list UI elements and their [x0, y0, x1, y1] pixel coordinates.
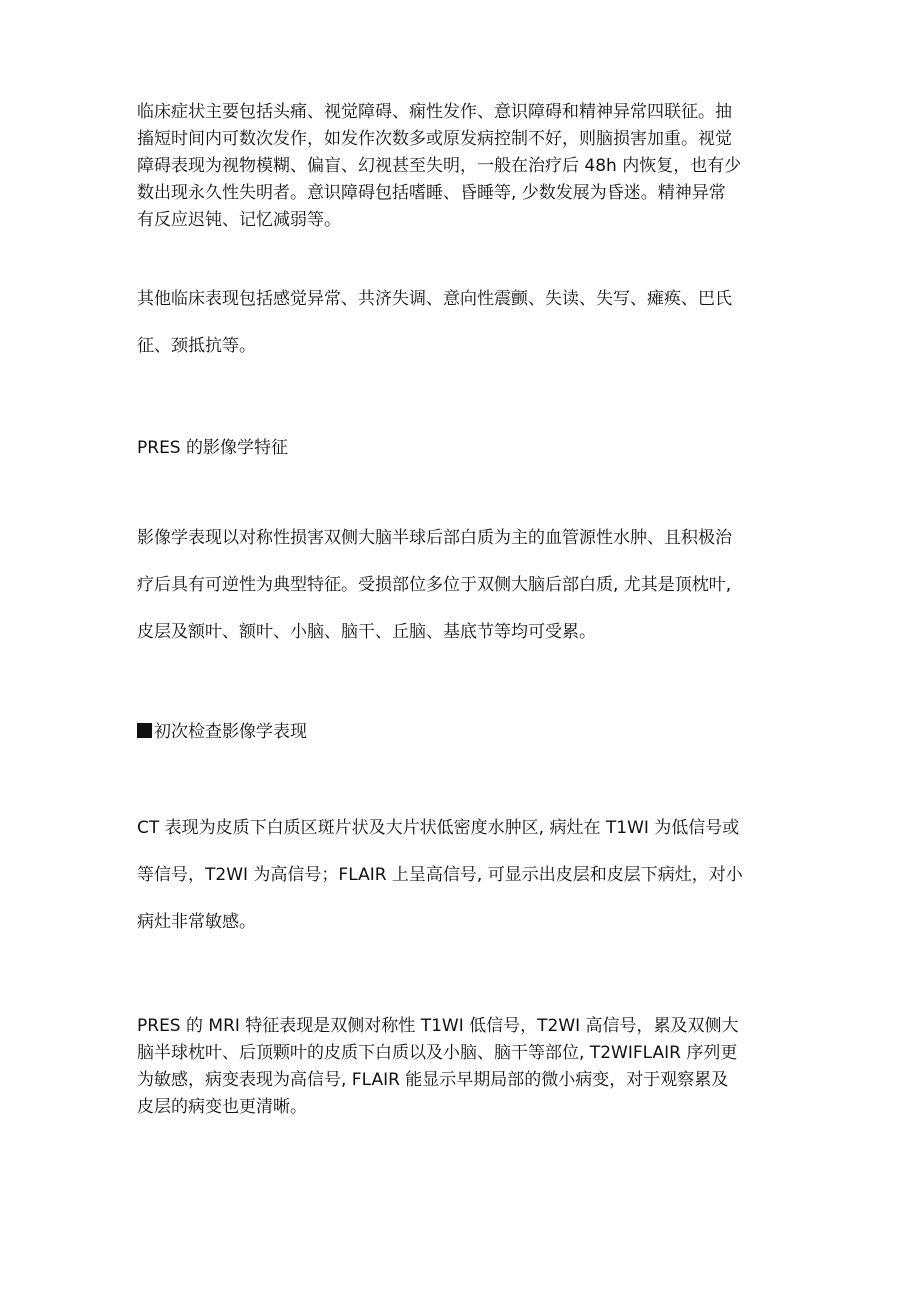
text-line: 病灶非常敏感。: [137, 912, 256, 932]
paragraph-other-manifestations: [137, 286, 787, 360]
text-line: 影像学表现以对称性损害双侧大脑半球后部白质为主的血管源性水肿、且积极治: [137, 528, 732, 548]
text-line: CT 表现为皮质下白质区斑片状及大片状低密度水肿区, 病灶在 T1WI 为低信号或: [137, 818, 740, 838]
text-line: 为敏感，病变表现为高信号, FLAIR 能显示早期局部的微小病变，对于观察累及: [137, 1070, 729, 1090]
text-line: 有反应迟钝、记忆减弱等。: [137, 210, 341, 230]
text-line: 疗后具有可逆性为典型特征。受损部位多位于双侧大脑后部白质, 尤其是顶枕叶,: [137, 575, 732, 595]
text-line: 临床症状主要包括头痛、视觉障碍、痫性发作、意识障碍和精神异常四联征。抽: [137, 102, 732, 122]
text-line: 数出现永久性失明者。意识障碍包括嗜睡、昏睡等, 少数发展为昏迷。精神异常: [137, 183, 726, 203]
paragraph-clinical-symptoms: [137, 99, 787, 234]
text-line: 其他临床表现包括感觉异常、共济失调、意向性震颤、失读、失写、瘫痪、巴氏: [137, 289, 732, 309]
text-line: 皮层及额叶、额叶、小脑、脑干、丘脑、基底节等均可受累。: [137, 622, 596, 642]
text-line: 搐短时间内可数次发作，如发作次数多或原发病控制不好，则脑损害加重。视觉: [137, 129, 732, 149]
text-line: 征、颈抵抗等。: [137, 336, 256, 356]
heading-text: 初次检查影像学表现: [154, 722, 307, 742]
text-line: 障碍表现为视物模糊、偏盲、幻视甚至失明，一般在治疗后 48h 内恢复，也有少: [137, 156, 742, 176]
paragraph-mri-findings: [137, 1013, 787, 1121]
text-line: PRES 的 MRI 特征表现是双侧对称性 T1WI 低信号，T2WI 高信号，累及双侧大: [137, 1016, 739, 1036]
section-heading-imaging-features: PRES 的影像学特征: [137, 438, 288, 458]
paragraph-imaging-description: [137, 525, 787, 646]
black-square-icon: [137, 723, 152, 738]
text-line: 皮层的病变也更清晰。: [137, 1097, 307, 1117]
paragraph-ct-findings: [137, 815, 787, 936]
text-line: 脑半球枕叶、后顶颗叶的皮质下白质以及小脑、脑干等部位, T2WIFLAIR 序列更: [137, 1043, 738, 1063]
text-line: 等信号，T2WI 为高信号；FLAIR 上呈高信号, 可显示出皮层和皮层下病灶，对小: [137, 865, 743, 885]
section-heading-initial-imaging: [137, 719, 787, 746]
